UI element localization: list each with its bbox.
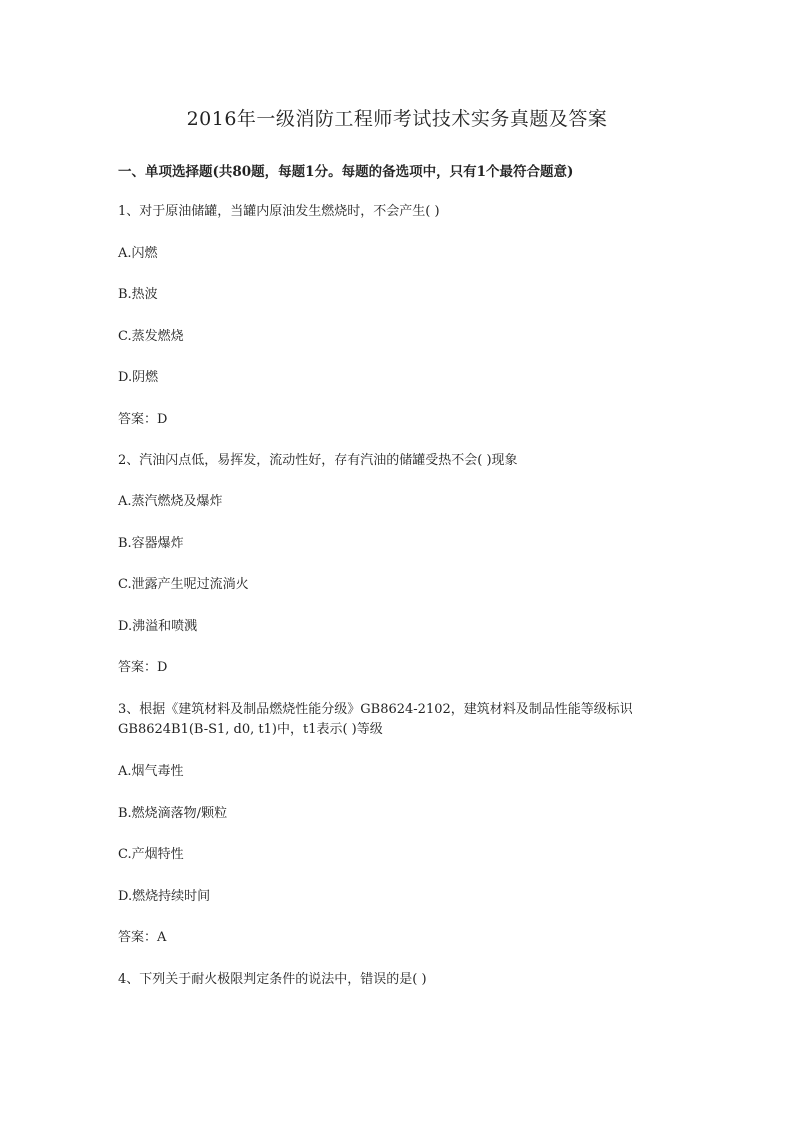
question-1-answer: 答案：D — [118, 412, 168, 427]
question-3-stem-line2: GB8624B1(B-S1, d0, t1)中，t1表示( )等级 — [118, 722, 383, 737]
question-2-option-a: A.蒸汽燃烧及爆炸 — [118, 494, 223, 509]
question-3-option-b: B.燃烧滴落物/颗粒 — [118, 806, 228, 821]
question-2-stem: 2、汽油闪点低，易挥发，流动性好，存有汽油的储罐受热不会( )现象 — [118, 453, 518, 468]
question-3-answer: 答案：A — [118, 930, 167, 945]
question-3-option-d: D.燃烧持续时间 — [118, 889, 211, 904]
question-1-option-d: D.阴燃 — [118, 370, 159, 385]
question-3-stem-line1: 3、根据《建筑材料及制品燃烧性能分级》GB8624-2102，建筑材料及制品性能等级标识 — [118, 702, 633, 717]
question-1-option-a: A.闪燃 — [118, 246, 158, 261]
question-2-answer: 答案：D — [118, 660, 168, 675]
page-title: 2016年一级消防工程师考试技术实务真题及答案 — [186, 108, 608, 130]
question-4-stem: 4、下列关于耐火极限判定条件的说法中，错误的是( ) — [118, 972, 427, 987]
question-2-option-d: D.沸溢和喷溅 — [118, 619, 198, 634]
question-1-stem: 1、对于原油储罐，当罐内原油发生燃烧时，不会产生( ) — [118, 204, 440, 219]
question-1-option-c: C.蒸发燃烧 — [118, 329, 184, 344]
question-2-option-b: B.容器爆炸 — [118, 536, 184, 551]
question-3-option-a: A.烟气毒性 — [118, 764, 184, 779]
question-2-option-c: C.泄露产生呢过流淌火 — [118, 577, 249, 592]
section-heading: 一、单项选择题(共80题，每题1分。每题的备选项中，只有1个最符合题意) — [118, 164, 574, 180]
question-3-option-c: C.产烟特性 — [118, 847, 184, 862]
question-1-option-b: B.热波 — [118, 287, 158, 302]
